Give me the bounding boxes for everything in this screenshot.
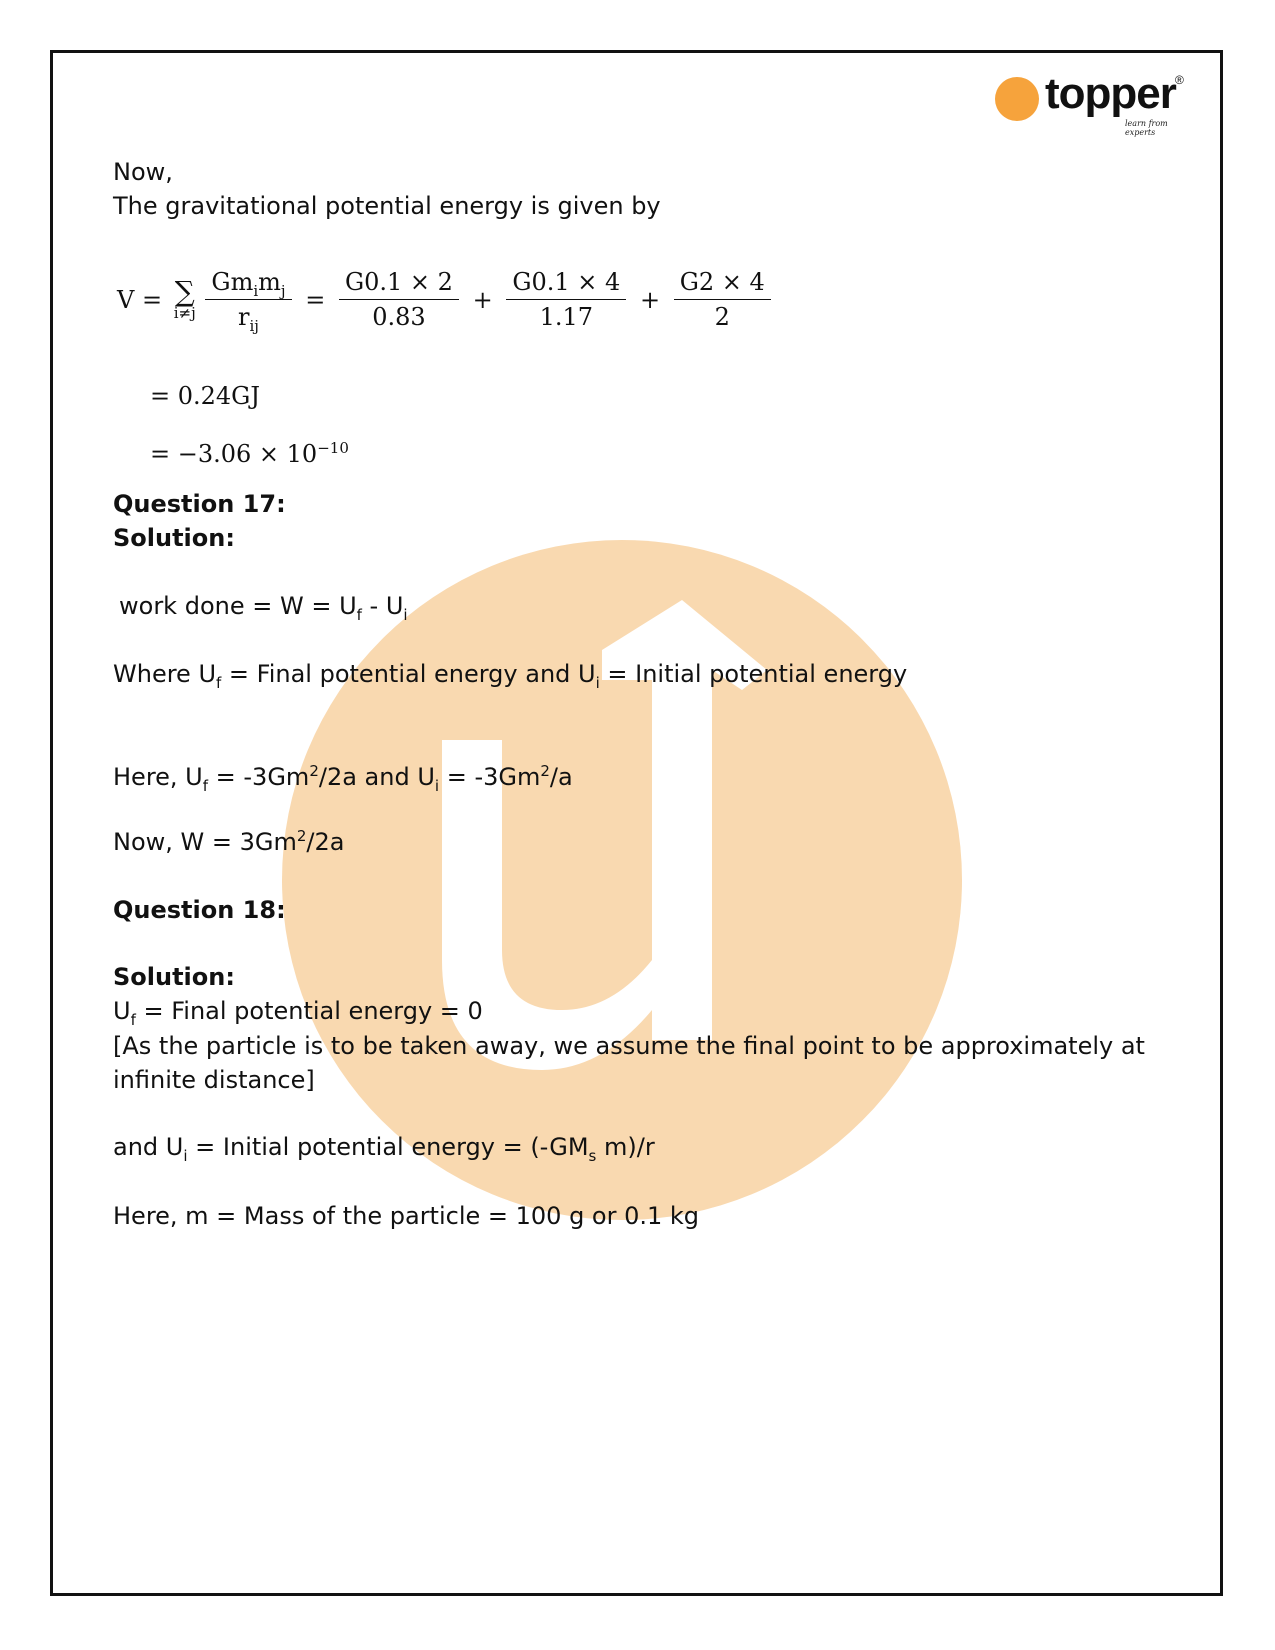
equals-sign: = [305,285,326,314]
logo-u-icon [995,77,1039,121]
q18-solution-label: Solution: [113,963,235,991]
q18-line-assumption: [As the particle is to be taken away, we assume the final point to be approximately at [113,1032,1145,1060]
fraction-term-1: $\frac{G0.1 \times 2}{0.83}$ [339,268,459,331]
logo-tagline: learn from experts [1125,119,1168,137]
brand-logo [995,69,1195,137]
intro-given: The gravitational potential energy is given by [113,192,661,220]
result-line-1: = 0.24GJ [150,382,260,410]
q18-line-mass: Here, m = Mass of the particle = 100 g or 0.1 kg [113,1202,700,1230]
q18-line-final: $U_f$ = Final potential energy = 0 [113,997,483,1029]
sum-index: i≠j [173,304,196,322]
q17-heading: Question 17: [113,490,286,518]
q17-line-work-done: work done = $W = U_f - U_i$ [119,592,408,624]
fraction-term-2: $\frac{G0.1 \times 4}{1.17}$ [506,268,626,331]
q18-heading: Question 18: [113,896,286,924]
registered-mark: ® [1175,73,1184,87]
q18-line-infinite: infinite distance] [113,1066,315,1094]
formula-lhs: V = [117,285,163,314]
fraction-term-3: $\frac{G2 \times 4}{2}$ [674,268,771,331]
q17-line-now: Now, $W = 3Gm^2/2a$ [113,827,345,856]
q18-line-initial: and $U_i$ = Initial potential energy = ($-GM_s$ m)/r [113,1133,655,1165]
plus-sign: + [639,285,661,314]
logo-text: topper [1045,69,1176,118]
fraction-general: $\frac{Gm_im_j}{r_{ij}}$ [205,268,291,331]
watermark-logo [282,540,962,1220]
result-line-2: = $-3.06 \times 10^{-10}$ [150,439,349,468]
intro-now: Now, [113,158,173,186]
q17-line-where: Where $U_f$ = Final potential energy and $U_i$ = Initial potential energy [113,660,908,692]
potential-energy-formula [113,268,773,348]
q17-solution-label: Solution: [113,524,235,552]
plus-sign: + [472,285,493,314]
q17-line-here: Here, $U_f = -3Gm^2/2a$ and $U_i = -3Gm^2/a$ [113,762,573,795]
sum-symbol: ∑ i≠j [173,275,196,322]
